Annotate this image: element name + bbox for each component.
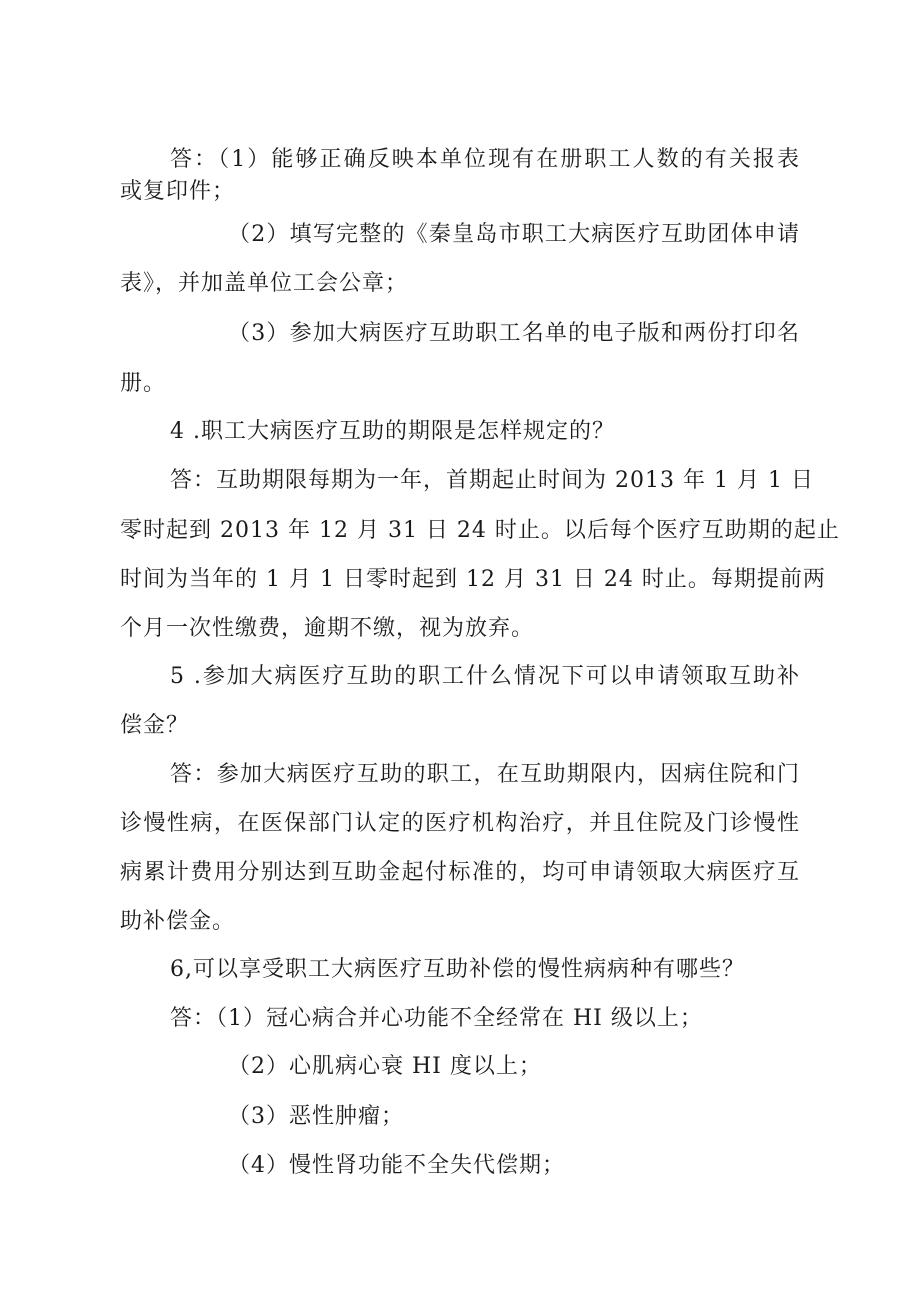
answer-3-item-2: （2）填写完整的《秦皇岛市职工大病医疗互助团体申请 bbox=[228, 222, 800, 247]
answer-5-line-2: 诊慢性病，在医保部门认定的医疗机构治疗，并且住院及门诊慢性 bbox=[120, 811, 800, 836]
answer-3-item-2-cont: 表》，并加盖单位工会公章； bbox=[120, 271, 409, 296]
answer-5-line-3: 病累计费用分别达到互助金起付标准的，均可申请领取大病医疗互 bbox=[120, 860, 800, 885]
question-4: 4 .职工大病医疗互助的期限是怎样规定的？ bbox=[170, 419, 615, 444]
question-5: 5 .参加大病医疗互助的职工什么情况下可以申请领取互助补 bbox=[170, 664, 800, 689]
answer-4-line-1: 答：互助期限每期为一年，首期起止时间为 2013 年 1 月 1 日 bbox=[170, 468, 814, 493]
answer-3-item-1: 答：（1）能够正确反映本单位现有在册职工人数的有关报表 bbox=[170, 147, 800, 172]
question-5-cont: 偿金？ bbox=[120, 713, 190, 738]
answer-4-line-4: 个月一次性缴费，逾期不缴，视为放弃。 bbox=[120, 616, 535, 641]
answer-6-item-3: （3）恶性肿瘤； bbox=[228, 1104, 404, 1129]
answer-5-line-1: 答：参加大病医疗互助的职工，在互助期限内，因病住院和门 bbox=[170, 762, 800, 787]
answer-3-item-3: （3）参加大病医疗互助职工名单的电子版和两份打印名 bbox=[228, 321, 800, 346]
question-6: 6,可以享受职工大病医疗互助补偿的慢性病病种有哪些？ bbox=[170, 957, 745, 982]
answer-6-item-4: （4）慢性肾功能不全失代偿期； bbox=[228, 1153, 565, 1178]
answer-6-item-2: （2）心肌病心衰 HI 度以上； bbox=[228, 1054, 542, 1079]
answer-3-item-3-cont: 册。 bbox=[120, 371, 167, 396]
answer-6-item-1: 答：（1）冠心病合并心功能不全经常在 HI 级以上； bbox=[170, 1006, 703, 1031]
answer-4-line-2: 零时起到 2013 年 12 月 31 日 24 时止。以后每个医疗互助期的起止 bbox=[120, 518, 840, 543]
answer-5-line-4: 助补偿金。 bbox=[120, 909, 236, 934]
answer-4-line-3: 时间为当年的 1 月 1 日零时起到 12 月 31 日 24 时止。每期提前两 bbox=[120, 567, 826, 592]
answer-3-item-1-cont: 或复印件； bbox=[120, 179, 236, 204]
